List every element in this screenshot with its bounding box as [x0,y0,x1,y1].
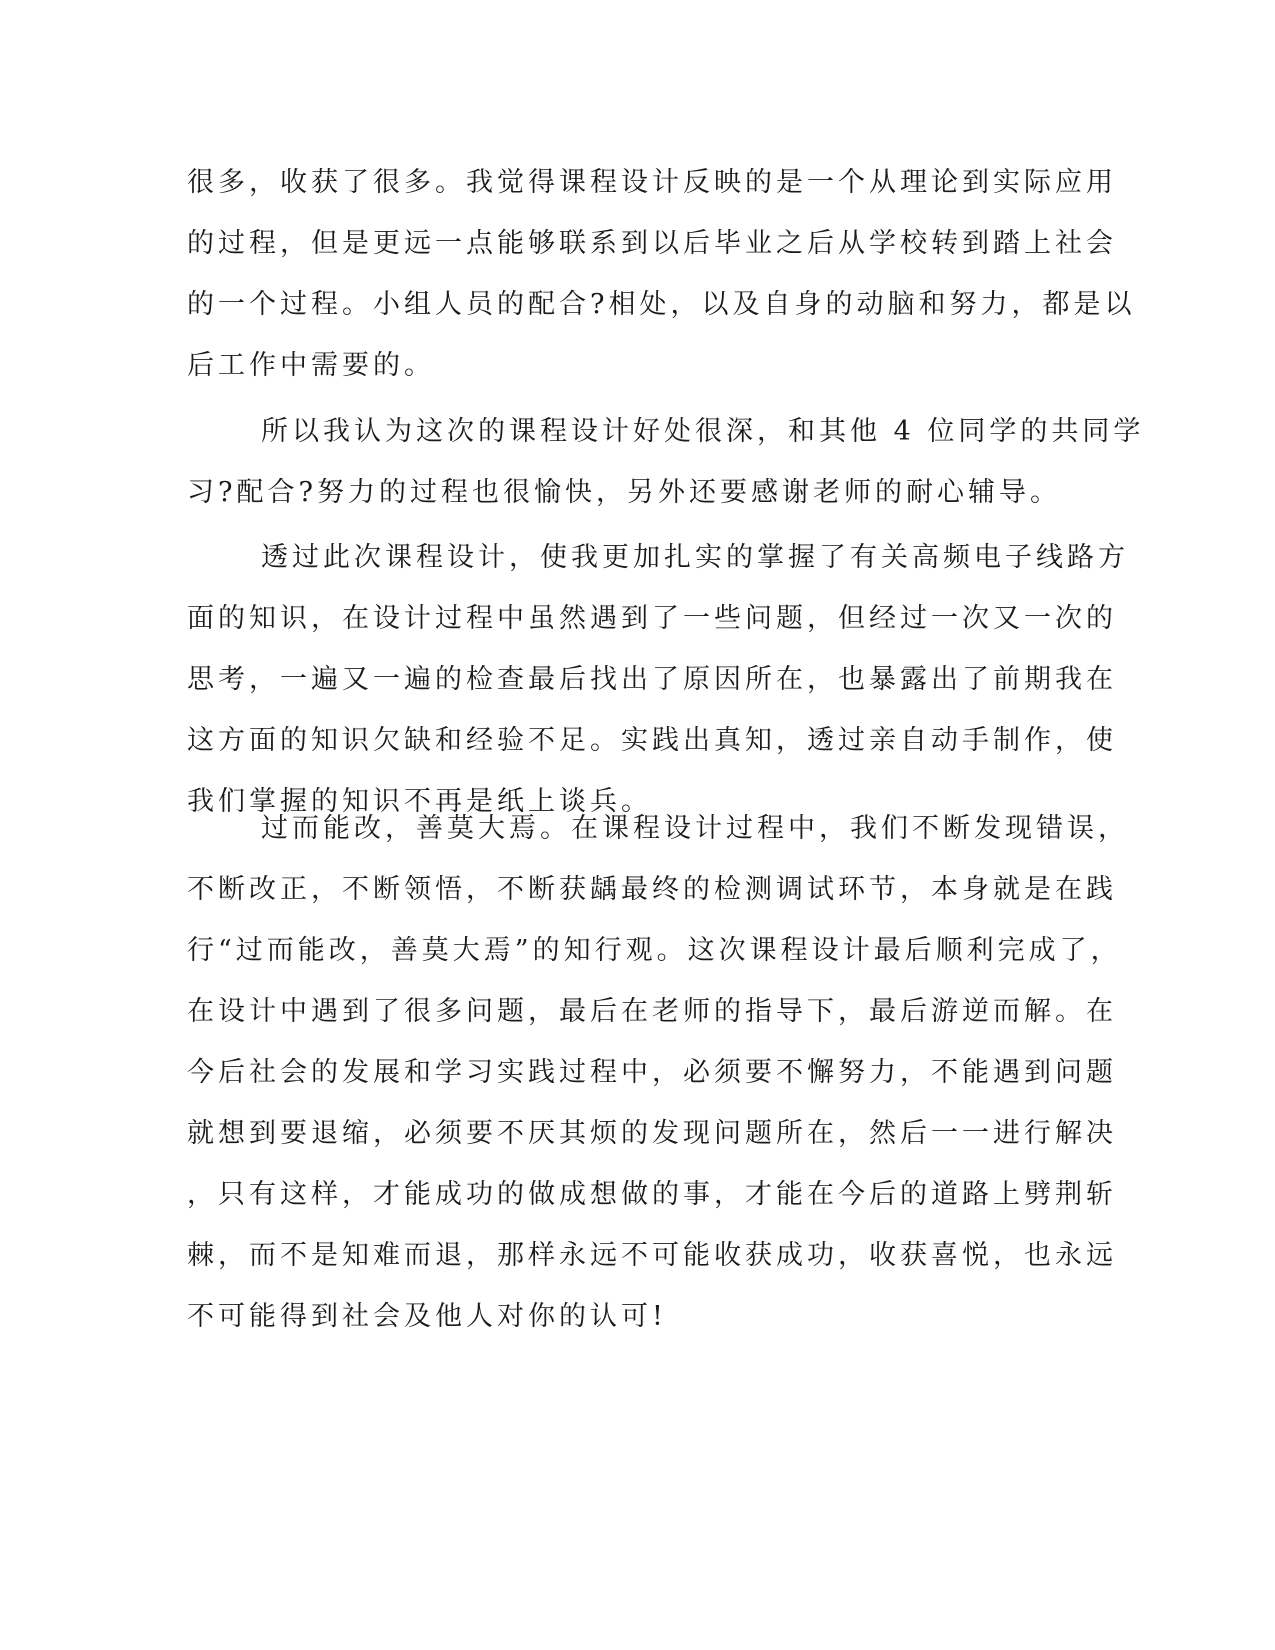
paragraph-4-line-2: 不断改正，不断领悟，不断获龋最终的检测调试环节，本身就是在践 [187,874,1117,905]
paragraph-1-line-1: 很多，收获了很多。我觉得课程设计反映的是一个从理论到实际应用 [187,167,1117,198]
paragraph-3-line-5: 我们掌握的知识不再是纸上谈兵。 [187,786,652,817]
paragraph-4-line-5: 今后社会的发展和学习实践过程中，必须要不懈努力，不能遇到问题 [187,1057,1117,1088]
paragraph-3-line-1: 透过此次课程设计，使我更加扎实的掌握了有关高频电子线路方 [261,542,1129,573]
paragraph-4-line-1: 过而能改，善莫大焉。在课程设计过程中，我们不断发现错误， [261,813,1129,844]
paragraph-3-line-4: 这方面的知识欠缺和经验不足。实践出真知，透过亲自动手制作，使 [187,725,1117,756]
paragraph-4 [187,798,1129,1347]
paragraph-4-line-8: 棘，而不是知难而退，那样永远不可能收获成功，收获喜悦，也永远 [187,1240,1117,1271]
paragraph-4-line-9: 不可能得到社会及他人对你的认可! [187,1301,667,1332]
paragraph-3-line-3: 思考，一遍又一遍的检查最后找出了原因所在，也暴露出了前期我在 [187,664,1117,695]
paragraph-2-line-2: 习?配合?努力的过程也很愉快，另外还要感谢老师的耐心辅导。 [187,477,1061,508]
paragraph-3-line-2: 面的知识，在设计过程中虽然遇到了一些问题，但经过一次又一次的 [187,603,1117,634]
paragraph-1 [187,152,1136,396]
paragraph-2 [187,401,1145,523]
paragraph-1-line-3: 的一个过程。小组人员的配合?相处，以及自身的动脑和努力，都是以 [187,289,1136,320]
paragraph-1-line-2: 的过程，但是更远一点能够联系到以后毕业之后从学校转到踏上社会 [187,228,1117,259]
paragraph-3 [187,527,1129,832]
paragraph-4-line-4: 在设计中遇到了很多问题，最后在老师的指导下，最后游逆而解。在 [187,996,1117,1027]
paragraph-2-line-1: 所以我认为这次的课程设计好处很深，和其他 4 位同学的共同学 [261,416,1145,447]
paragraph-1-line-4: 后工作中需要的。 [187,350,435,381]
paragraph-4-line-3: 行“过而能改，善莫大焉”的知行观。这次课程设计最后顺利完成了， [187,935,1122,966]
paragraph-4-line-6: 就想到要退缩，必须要不厌其烦的发现问题所在，然后一一进行解决 [187,1118,1117,1149]
paragraph-4-line-7: ，只有这样，才能成功的做成想做的事，才能在今后的道路上劈荆斩 [187,1179,1117,1210]
